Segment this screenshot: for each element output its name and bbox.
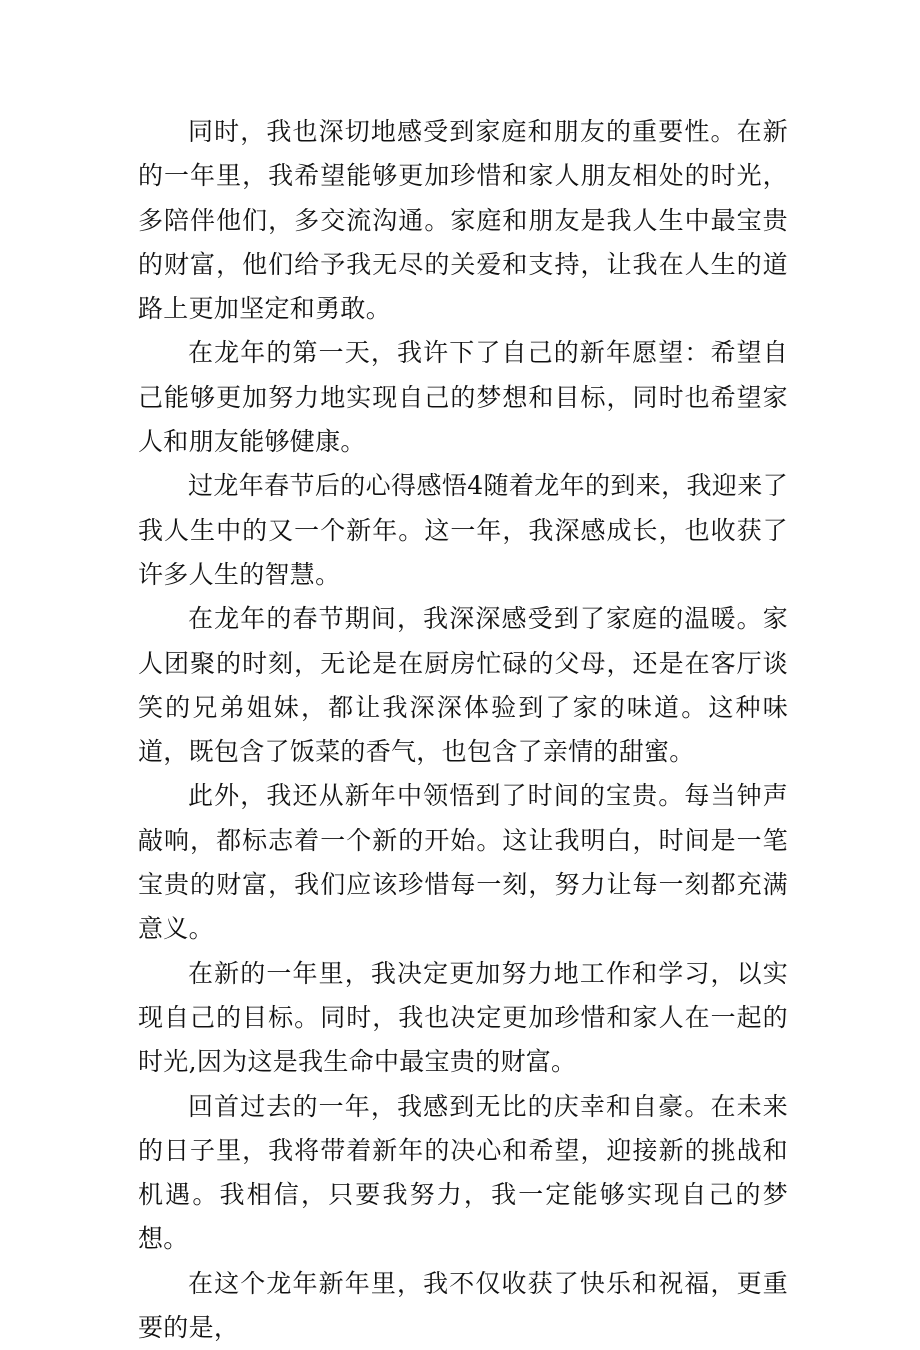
paragraph-4: 在龙年的春节期间，我深深感受到了家庭的温暖。家人团聚的时刻，无论是在厨房忙碌的父母，还是在客厅谈笑的兄弟姐妹，都让我深深体验到了家的味道。这种味道，既包含了饭菜的香气，也包含了亲情的甜蜜。 [138,604,788,767]
paragraph-6: 在新的一年里，我决定更加努力地工作和学习，以实现自己的目标。同时，我也决定更加珍惜和家人在一起的时光,因为这是我生命中最宝贵的财富。 [138,958,788,1077]
paragraph-8: 在这个龙年新年里，我不仅收获了快乐和祝福，更重要的是， [138,1268,788,1343]
paragraph-3: 过龙年春节后的心得感悟4随着龙年的到来，我迎来了我人生中的又一个新年。这一年，我深感成长，也收获了许多人生的智慧。 [138,471,788,589]
paragraph-1: 同时，我也深切地感受到家庭和朋友的重要性。在新的一年里，我希望能够更加珍惜和家人朋友相处的时光，多陪伴他们，多交流沟通。家庭和朋友是我人生中最宝贵的财富，他们给予我无尽的关爱和支持，让我在人生的道路上更加坚定和勇敢。 [138,117,788,324]
paragraph-5: 此外，我还从新年中领悟到了时间的宝贵。每当钟声敲响，都标志着一个新的开始。这让我明白，时间是一笔宝贵的财富，我们应该珍惜每一刻，努力让每一刻都充满意义。 [138,781,788,944]
paragraph-7: 回首过去的一年，我感到无比的庆幸和自豪。在未来的日子里，我将带着新年的决心和希望，迎接新的挑战和机遇。我相信，只要我努力，我一定能够实现自己的梦想。 [138,1091,788,1254]
paragraph-2: 在龙年的第一天，我许下了自己的新年愿望：希望自己能够更加努力地实现自己的梦想和目标，同时也希望家人和朋友能够健康。 [138,338,788,457]
document-body [138,110,788,1350]
